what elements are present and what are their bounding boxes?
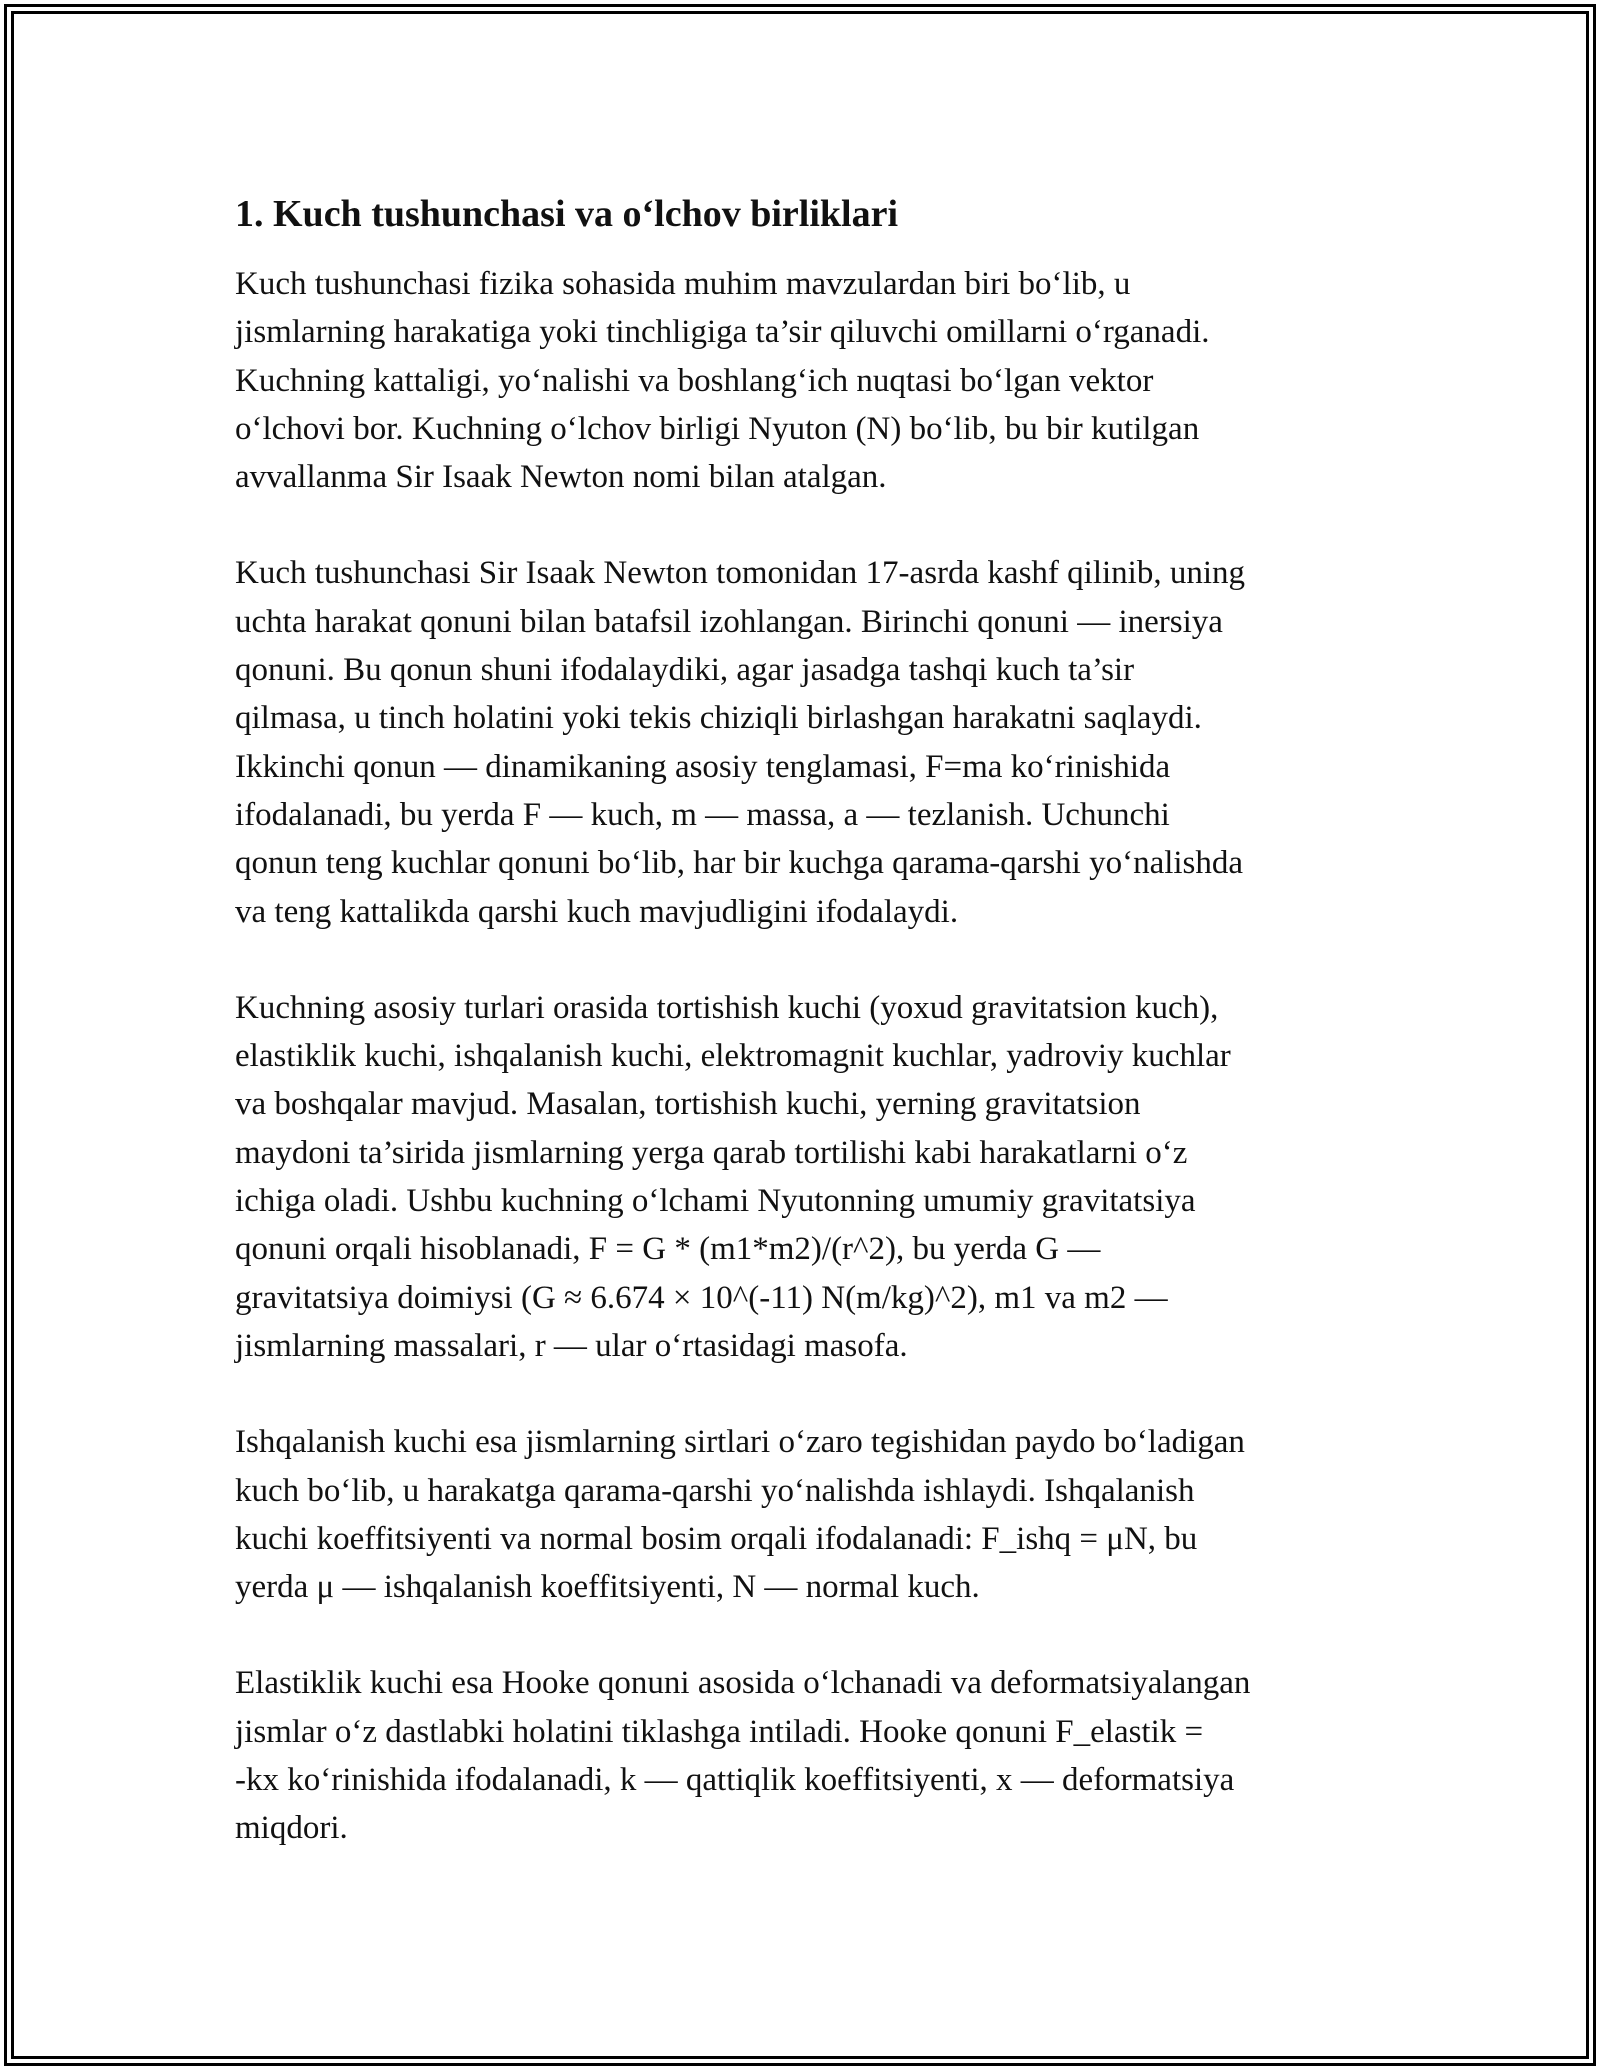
section-title: 1. Kuch tushunchasi va o‘lchov birliklari xyxy=(235,193,899,235)
document-body xyxy=(235,188,1370,1901)
paragraph-newton-laws: Kuch tushunchasi Sir Isaak Newton tomonidan 17-asrda kashf qilinib, uning uchta harakat qonuni bilan batafsil izohlangan. Birinchi qonuni — inersiya qonuni. Bu qonun shuni ifodalaydiki, agar jasadga tashqi kuch ta’sir qilmasa, u tinch holatini yoki tekis chiziqli birlashgan harakatni saqlaydi. Ikkinchi qonun — dinamikaning asosiy tenglamasi, F=ma ko‘rinishida ifodalanadi, bu yerda F — kuch, m — massa, a — tezlanish. Uchunchi qonun teng kuchlar qonuni bo‘lib, har bir kuchga qarama-qarshi yo‘nalishda va teng kattalikda qarshi kuch mavjudligini ifodalaydi. xyxy=(235,555,1245,930)
paragraph-intro: Kuch tushunchasi fizika sohasida muhim mavzulardan biri bo‘lib, u jismlarning harakatiga yoki tinchligiga ta’sir qiluvchi omillarni o‘rganadi. Kuchning kattaligi, yo‘nalishi va boshlang‘ich nuqtasi bo‘lgan vektor o‘lchovi bor. Kuchning o‘lchov birligi Nyuton (N) bo‘lib, bu bir kutilgan avvallanma Sir Isaak Newton nomi bilan atalgan. xyxy=(235,266,1210,496)
paragraph-elasticity: Elastiklik kuchi esa Hooke qonuni asosida o‘lchanadi va deformatsiyalangan jismlar o‘z dastlabki holatini tiklashga intiladi. Hooke qonuni F_elastik = -kx ko‘rinishida ifodalanadi, k — qattiqlik koeffitsiyenti, x — deformatsiya miqdori. xyxy=(235,1665,1251,1847)
paragraph-force-types: Kuchning asosiy turlari orasida tortishish kuchi (yoxud gravitatsion kuch), elastiklik kuchi, ishqalanish kuchi, elektromagnit kuchlar, yadroviy kuchlar va boshqalar mavjud. Masalan, tortishish kuchi, yerning gravitatsion maydoni ta’sirida jismlarning yerga qarab tortilishi kabi harakatlarni o‘z ichiga oladi. Ushbu kuchning o‘lchami Nyutonning umumiy gravitatsiya qonuni orqali hisoblanadi, F = G * (m1*m2)/(r^2), bu yerda G — gravitatsiya doimiysi (G ≈ 6.674 × 10^(-11) N(m/kg)^2), m1 va m2 — jismlarning massalari, r — ular o‘rtasidagi masofa. xyxy=(235,989,1231,1364)
paragraph-friction: Ishqalanish kuchi esa jismlarning sirtlari o‘zaro tegishidan paydo bo‘ladigan kuch bo‘lib, u harakatga qarama-qarshi yo‘nalishda ishlaydi. Ishqalanish kuchi koeffitsiyenti va normal bosim orqali ifodalanadi: F_ishq = μN, bu yerda μ — ishqalanish koeffitsiyenti, N — normal kuch. xyxy=(235,1424,1245,1606)
